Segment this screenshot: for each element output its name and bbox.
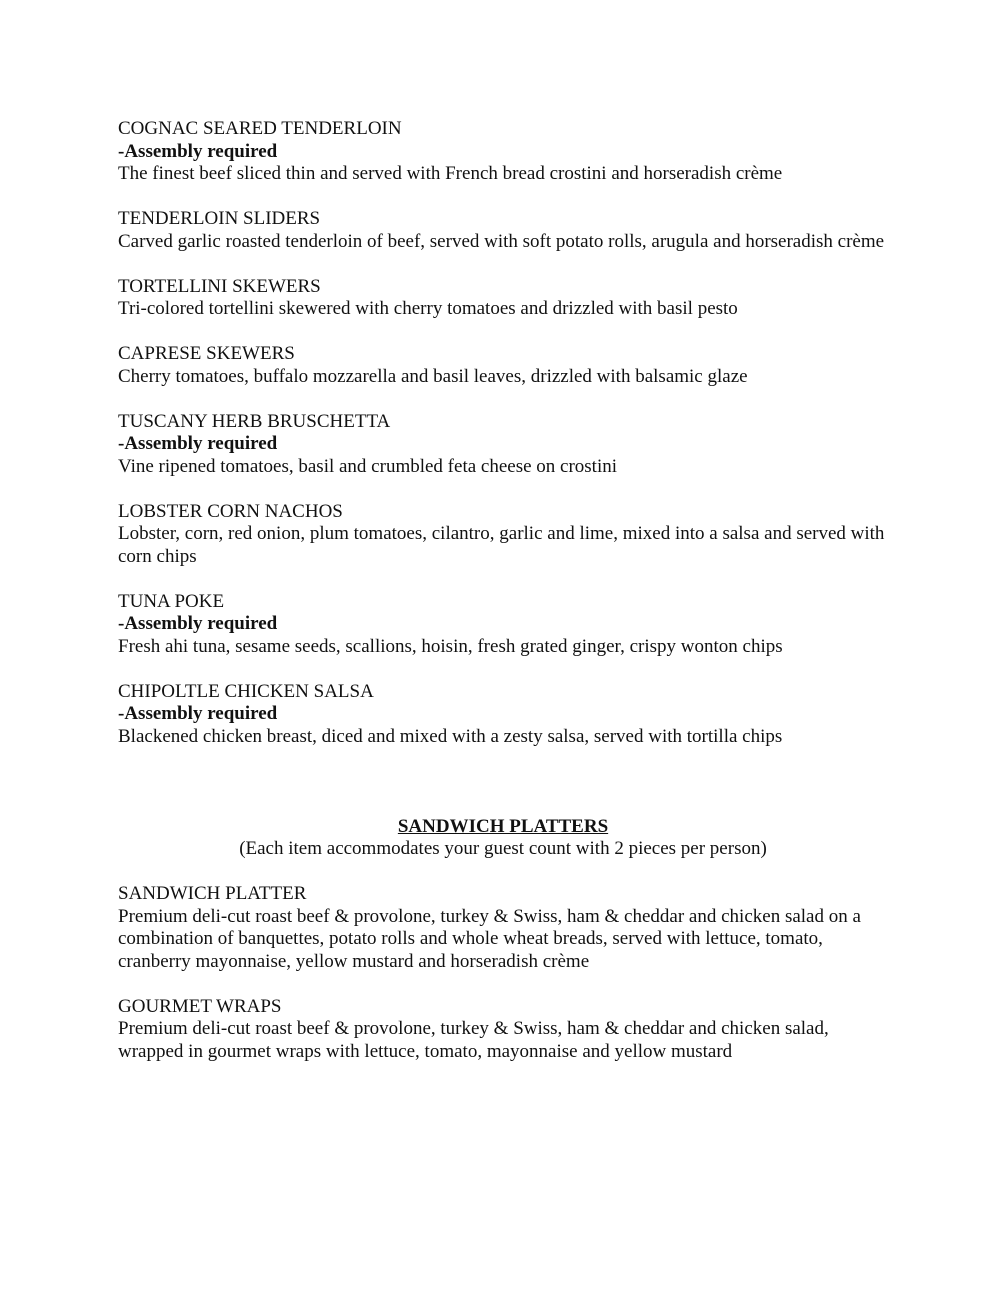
item-description: Blackened chicken breast, diced and mixed with a zesty salsa, served with tortilla chips [118,725,783,747]
item-title: TORTELLINI SKEWERS [118,275,321,297]
item-title: TUSCANY HERB BRUSCHETTA [118,410,391,432]
menu-item-gourmet-wraps [118,996,888,1064]
item-title: GOURMET WRAPS [118,995,282,1017]
menu-item-cognac-seared-tenderloin [118,118,888,186]
item-description: Tri-colored tortellini skewered with cherry tomatoes and drizzled with basil pesto [118,298,738,319]
item-description: Lobster, corn, red onion, plum tomatoes, cilantro, garlic and lime, mixed into a salsa and served with corn chips [118,523,885,567]
menu-item-tuscany-herb-bruschetta [118,411,888,479]
section-spacer [118,771,888,816]
menu-item-sandwich-platter [118,883,888,973]
item-description: Cherry tomatoes, buffalo mozzarella and basil leaves, drizzled with balsamic glaze [118,365,748,387]
item-description: The finest beef sliced thin and served with French bread crostini and horseradish crème [118,163,783,184]
item-title: SANDWICH PLATTER [118,883,307,904]
item-description: Premium deli-cut roast beef & provolone, turkey & Swiss, ham & cheddar and chicken salad on a combination of banquettes, potato rolls and whole wheat breads, served with lettuce, tomato, cranberry mayonnaise, yellow mustard and horseradish crème [118,905,861,972]
assembly-note: -Assembly required [118,140,278,162]
menu-page [118,118,888,1086]
menu-item-tortellini-skewers [118,276,888,321]
item-description: Premium deli-cut roast beef & provolone, turkey & Swiss, ham & cheddar and chicken salad, wrapped in gourmet wraps with lettuce, tomato, mayonnaise and yellow mustard [118,1018,829,1062]
menu-item-tenderloin-sliders [118,208,888,253]
item-description: Carved garlic roasted tenderloin of beef, served with soft potato rolls, arugula and horseradish crème [118,230,885,252]
assembly-note: -Assembly required [118,613,278,634]
item-title: TUNA POKE [118,590,225,612]
item-title: COGNAC SEARED TENDERLOIN [118,118,402,139]
item-description: Fresh ahi tuna, sesame seeds, scallions, hoisin, fresh grated ginger, crispy wonton chips [118,635,783,657]
item-title: CAPRESE SKEWERS [118,343,295,364]
menu-item-tuna-poke [118,591,888,659]
section-subtitle: (Each item accommodates your guest count with 2 pieces per person) [239,838,767,859]
assembly-note: -Assembly required [118,703,278,724]
item-title: CHIPOLTLE CHICKEN SALSA [118,680,374,702]
sandwich-section-header [118,816,888,861]
section-title: SANDWICH PLATTERS [397,815,609,837]
item-description: Vine ripened tomatoes, basil and crumbled feta cheese on crostini [118,455,618,477]
item-title: LOBSTER CORN NACHOS [118,500,343,522]
menu-item-caprese-skewers [118,343,888,388]
menu-item-chipotle-chicken-salsa [118,681,888,749]
item-title: TENDERLOIN SLIDERS [118,208,321,229]
assembly-note: -Assembly required [118,433,278,454]
menu-item-lobster-corn-nachos [118,501,888,569]
